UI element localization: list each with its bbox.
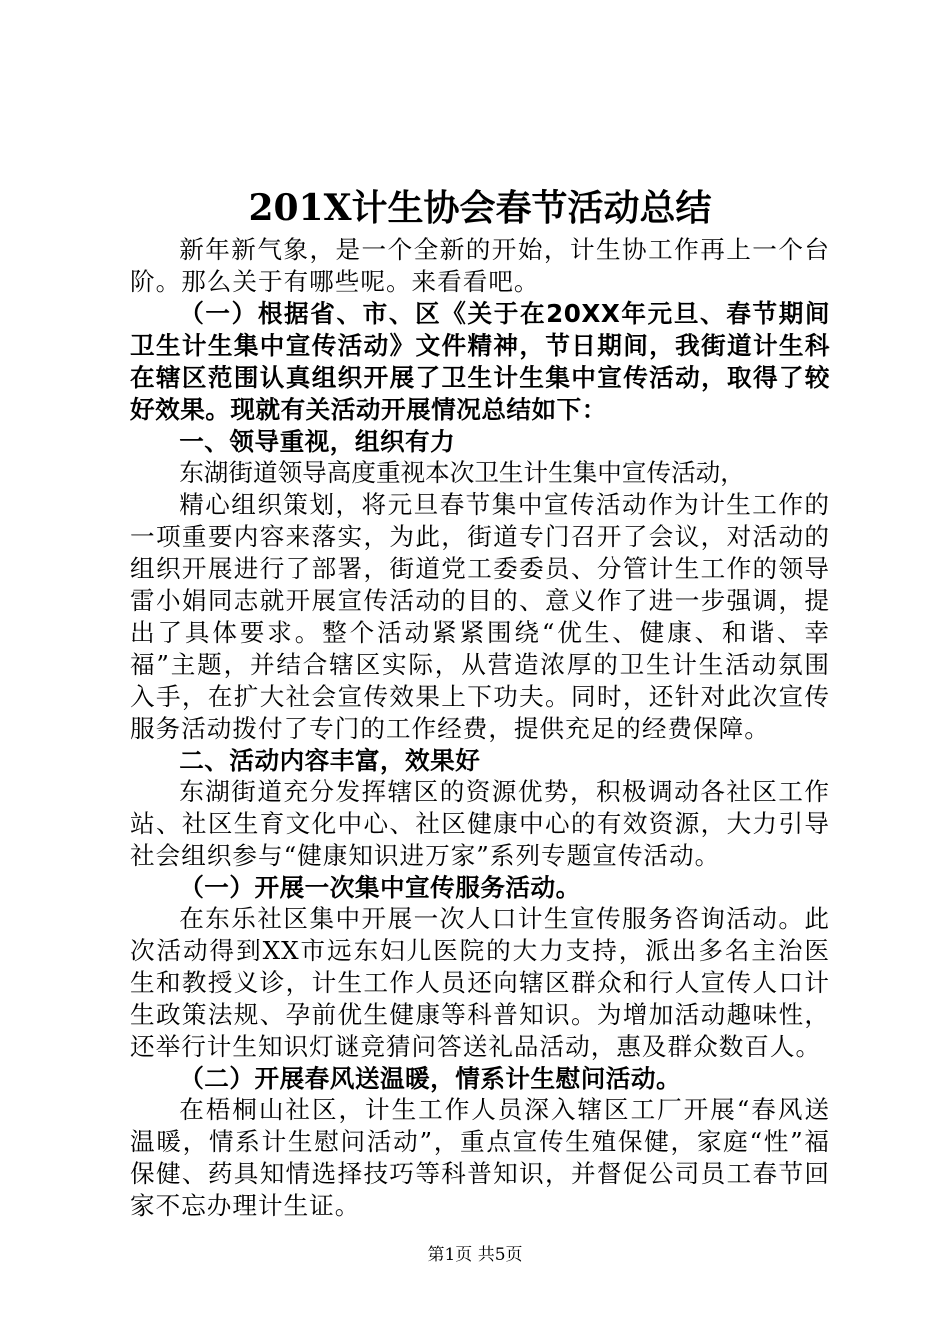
section2-heading: 二、活动内容丰富，效果好 [179,746,481,775]
overview-paragraph: （一）根据省、市、区《关于在20XX年元旦、春节期间卫生计生集中宣传活动》文件精神，节日期间，我街道计生科在辖区范围认真组织开展了卫生计生集中宣传活动，取得了较好效果。现就有关活动开展情况总结如下： [130,299,830,424]
section1-paragraph-1: 东湖街道领导高度重视本次卫生计生集中宣传活动， [179,458,745,487]
subsection1-heading: （一）开展一次集中宣传服务活动。 [179,873,581,902]
section1-paragraph-2: 精心组织策划，将元旦春节集中宣传活动作为计生工作的一项重要内容来落实，为此，街道专门召开了会议，对活动的组织开展进行了部署，街道党工委委员、分管计生工作的领导雷小娟同志就开展宣传活动的目的、意义作了进一步强调，提出了具体要求。整个活动紧紧围绕“优生、健康、和谐、幸福”主题，并结合辖区实际，从营造浓厚的卫生计生活动氛围入手，在扩大社会宣传效果上下功夫。同时，还针对此次宣传服务活动拨付了专门的工作经费，提供充足的经费保障。 [130,490,830,743]
subsection1-paragraph: 在东乐社区集中开展一次人口计生宣传服务咨询活动。此次活动得到XX市远东妇儿医院的大力支持，派出多名主治医生和教授义诊，计生工作人员还向辖区群众和行人宣传人口计生政策法规、孕前优生健康等科普知识。为增加活动趣味性，还举行计生知识灯谜竞猜问答送礼品活动，惠及群众数百人。 [130,904,830,1061]
subsection2-heading: （二）开展春风送温暖，情系计生慰问活动。 [179,1064,682,1093]
subsection2-paragraph: 在梧桐山社区，计生工作人员深入辖区工厂开展“春风送温暖，情系计生慰问活动”，重点宣传生殖保健，家庭“性”福保健、药具知情选择技巧等科普知识，并督促公司员工春节回家不忘办理计生证。 [130,1095,830,1220]
document-body [130,234,830,1222]
document-title: 201X计生协会春节活动总结 [248,187,712,229]
section2-paragraph-1: 东湖街道充分发挥辖区的资源优势，积极调动各社区工作站、社区生育文化中心、社区健康中心的有效资源，大力引导社会组织参与“健康知识进万家”系列专题宣传活动。 [130,777,830,870]
intro-paragraph: 新年新气象，是一个全新的开始，计生协工作再上一个台阶。那么关于有哪些呢。来看看吧。 [130,235,830,296]
page-number-footer: 第1页 共5页 [427,1245,523,1265]
section1-heading: 一、领导重视，组织有力 [179,427,456,456]
